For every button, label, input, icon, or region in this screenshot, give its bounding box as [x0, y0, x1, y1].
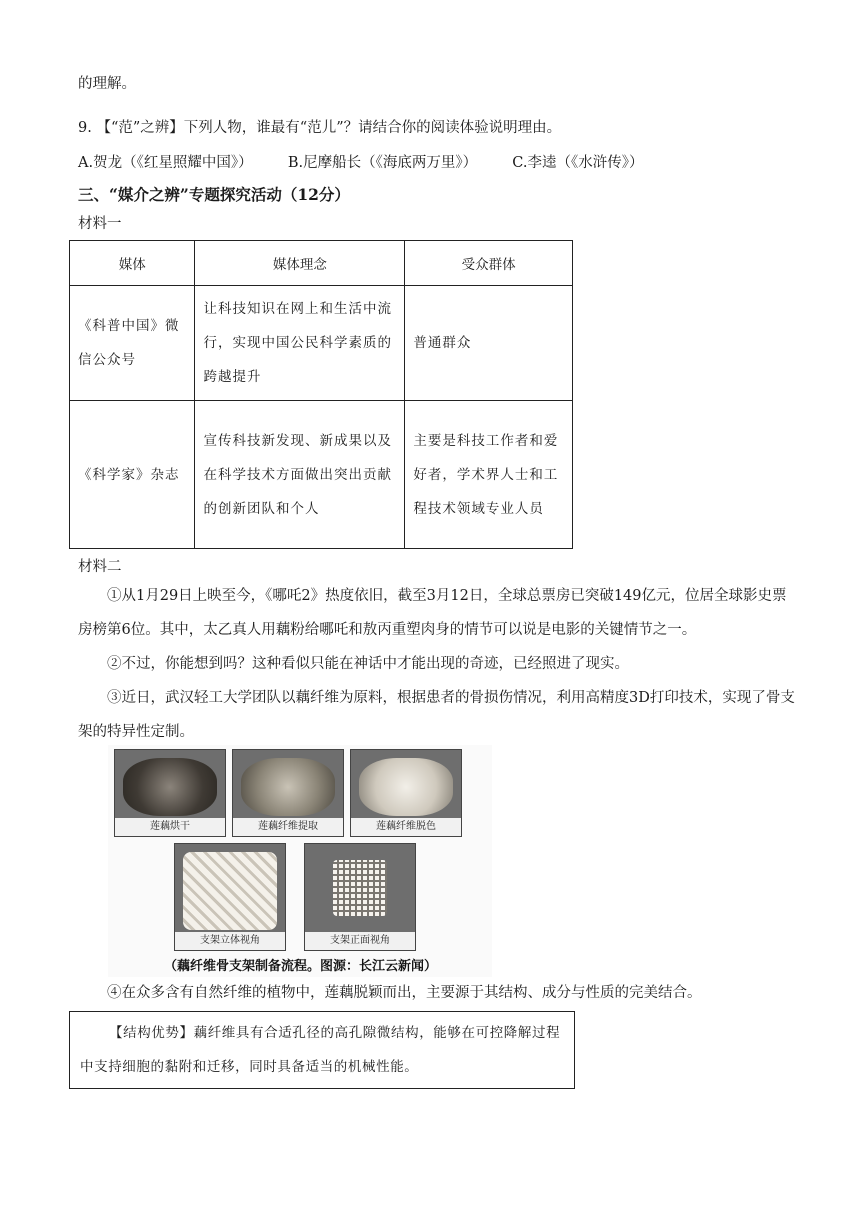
- photo-fiber-extraction: [232, 749, 344, 837]
- photo-scaffold-front-view: [304, 843, 416, 951]
- material-1-label: 材料一: [78, 216, 122, 232]
- table-cell: 主要是科技工作者和爱好者，学术界人士和工程技术领域专业人员: [405, 401, 573, 549]
- section-heading: 三、“媒介之辨”专题探究活动（12分）: [78, 185, 350, 204]
- photo-scaffold-3d-view: [174, 843, 286, 951]
- photo-lotus-drying: [114, 749, 226, 837]
- photo-label: 莲藕烘干: [115, 818, 225, 836]
- photo-label: 莲藕纤维脱色: [351, 818, 461, 836]
- media-table: [69, 240, 573, 549]
- option-a: A.贺龙（《红星照耀中国》）: [78, 155, 253, 171]
- table-cell: 让科技知识在网上和生活中流行，实现中国公民科学素质的跨越提升: [195, 286, 405, 401]
- paragraph-4: ④在众多含有自然纤维的植物中，莲藕脱颖而出，主要源于其结构、成分与性质的完美结合。: [107, 985, 702, 1001]
- structure-advantage-box: [69, 1011, 575, 1089]
- header-concept: 媒体理念: [195, 241, 405, 286]
- paragraph-1: ①从1月29日上映至今，《哪吒2》热度依旧，截至3月12日，全球总票房已突破149亿元，位居全球影史票房榜第6位。其中，太乙真人用藕粉给哪吒和敖丙重塑肉身的情节可以说是电影的关键情节之一。: [78, 588, 787, 638]
- header-audience: 受众群体: [405, 241, 573, 286]
- material-2-label: 材料二: [78, 559, 122, 575]
- question-9-options: [78, 151, 643, 172]
- option-b: B.尼摩船长（《海底两万里》）: [287, 155, 478, 171]
- paragraph-3: ③近日，武汉轻工大学团队以藕纤维为原料，根据患者的骨损伤情况，利用高精度3D打印技术，实现了骨支架的特异性定制。: [78, 690, 795, 740]
- table-row: [70, 286, 573, 401]
- lotus-fiber-photo-collage: [108, 745, 492, 977]
- option-c: C.李逵（《水浒传》）: [512, 155, 644, 171]
- photo-label: 莲藕纤维提取: [233, 818, 343, 836]
- paragraph-2: ②不过，你能想到吗？这种看似只能在神话中才能出现的奇迹，已经照进了现实。: [107, 656, 629, 672]
- table-cell: 普通群众: [405, 286, 573, 401]
- question-9: [78, 116, 561, 137]
- table-cell: 宣传科技新发现、新成果以及在科学技术方面做出突出贡献的创新团队和个人: [195, 401, 405, 549]
- previous-text-fragment: 的理解。: [78, 76, 136, 92]
- table-cell: 《科学家》杂志: [70, 401, 195, 549]
- photo-label: 支架正面视角: [305, 932, 415, 950]
- box-text: 【结构优势】藕纤维具有合适孔径的高孔隙微结构，能够在可控降解过程中支持细胞的黏附和迁移，同时具备适当的机械性能。: [80, 1025, 561, 1075]
- photo-caption: （藕纤维骨支架制备流程。图源：长江云新闻）: [164, 959, 438, 974]
- photo-label: 支架立体视角: [175, 932, 285, 950]
- table-header-row: [70, 241, 573, 286]
- photo-fiber-decolor: [350, 749, 462, 837]
- table-row: [70, 401, 573, 549]
- question-text: 【“范”之辨】下列人物，谁最有“范儿”？请结合你的阅读体验说明理由。: [96, 120, 562, 136]
- table-cell: 《科普中国》微信公众号: [70, 286, 195, 401]
- question-number: 9.: [78, 120, 92, 136]
- header-media: 媒体: [70, 241, 195, 286]
